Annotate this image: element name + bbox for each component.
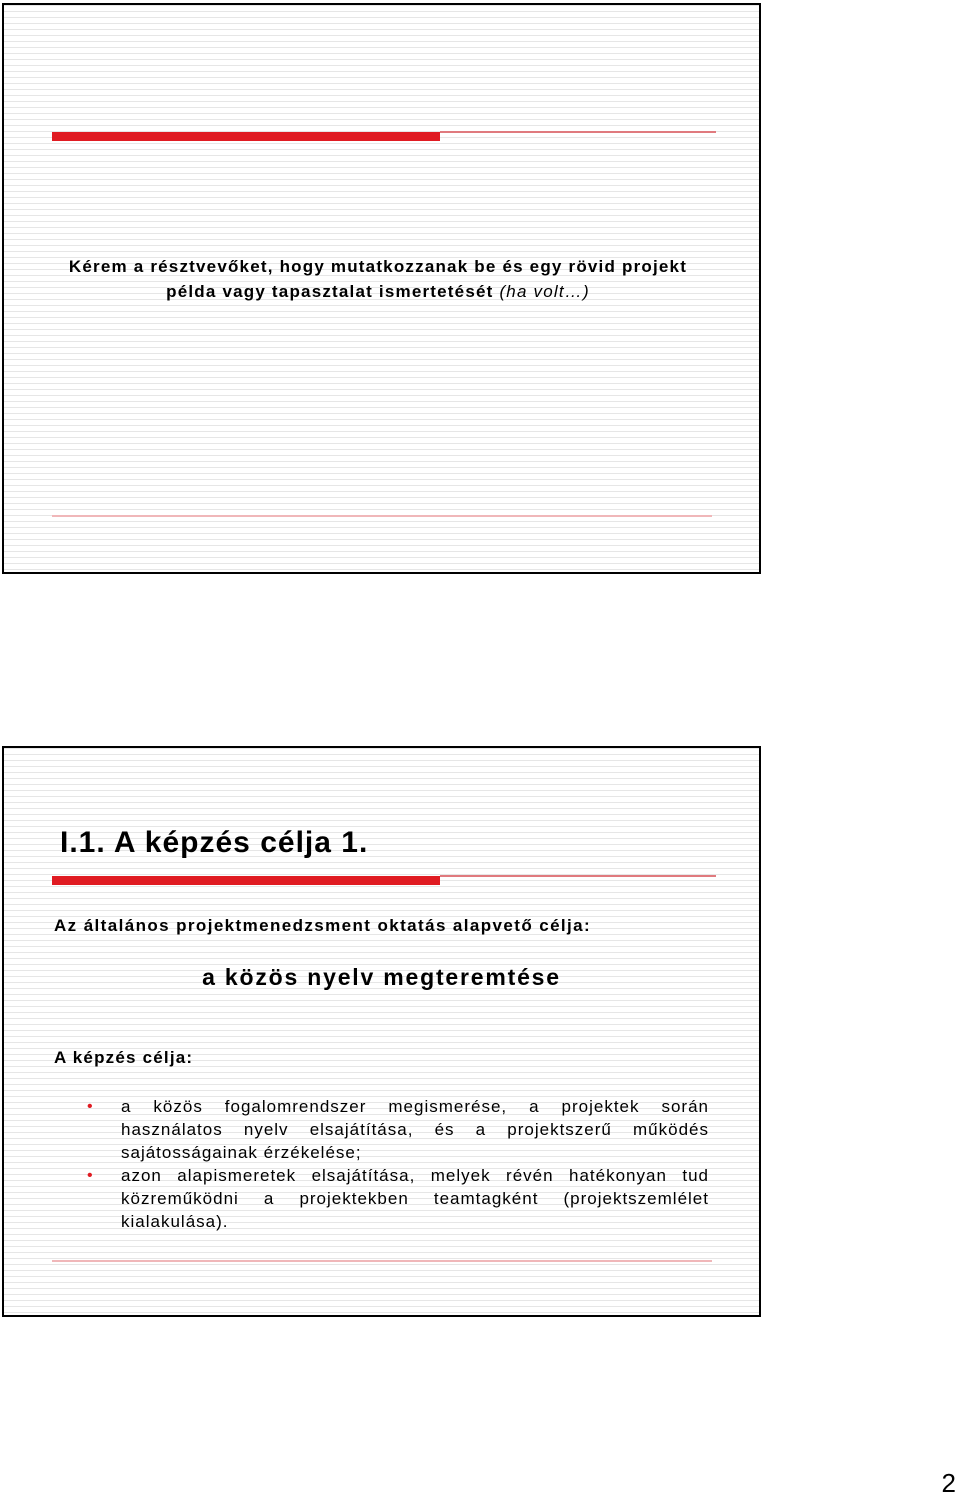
intro-main: Kérem a résztvevőket, hogy mutatkozzanak be és egy rövid projekt példa vagy tapasztalat ismertetését [68, 257, 688, 301]
footer-line [52, 515, 712, 517]
footer-line [52, 1260, 712, 1262]
bullet-icon: • [87, 1098, 94, 1115]
goal-list [87, 1095, 709, 1233]
title-accent-bar [52, 132, 440, 141]
title-accent-line [440, 131, 716, 133]
slide-title: I.1. A képzés célja 1. [60, 826, 369, 859]
subheading: Az általános projektmenedzsment oktatás alapvető célja: [54, 916, 592, 935]
list-item-text: azon alapismeretek elsajátítása, melyek révén hatékonyan tud közreműködni a projektekben teamtagként (projektszemlélet kialakulása). [121, 1166, 709, 1231]
goal-label: A képzés célja: [54, 1048, 194, 1067]
page-number: 2 [941, 1468, 956, 1498]
intro-text [48, 254, 708, 304]
list-item [87, 1164, 709, 1233]
title-accent-line [440, 875, 716, 877]
bullet-icon: • [87, 1167, 94, 1184]
list-item [87, 1095, 709, 1164]
title-accent-bar [52, 876, 440, 885]
key-statement: a közös nyelv megteremtése [202, 964, 561, 990]
intro-parenthetical: (ha volt…) [499, 282, 590, 301]
list-item-text: a közös fogalomrendszer megismerése, a projektek során használatos nyelv elsajátítása, és a projektszerű működés sajátosságainak érzékelése; [121, 1097, 709, 1162]
